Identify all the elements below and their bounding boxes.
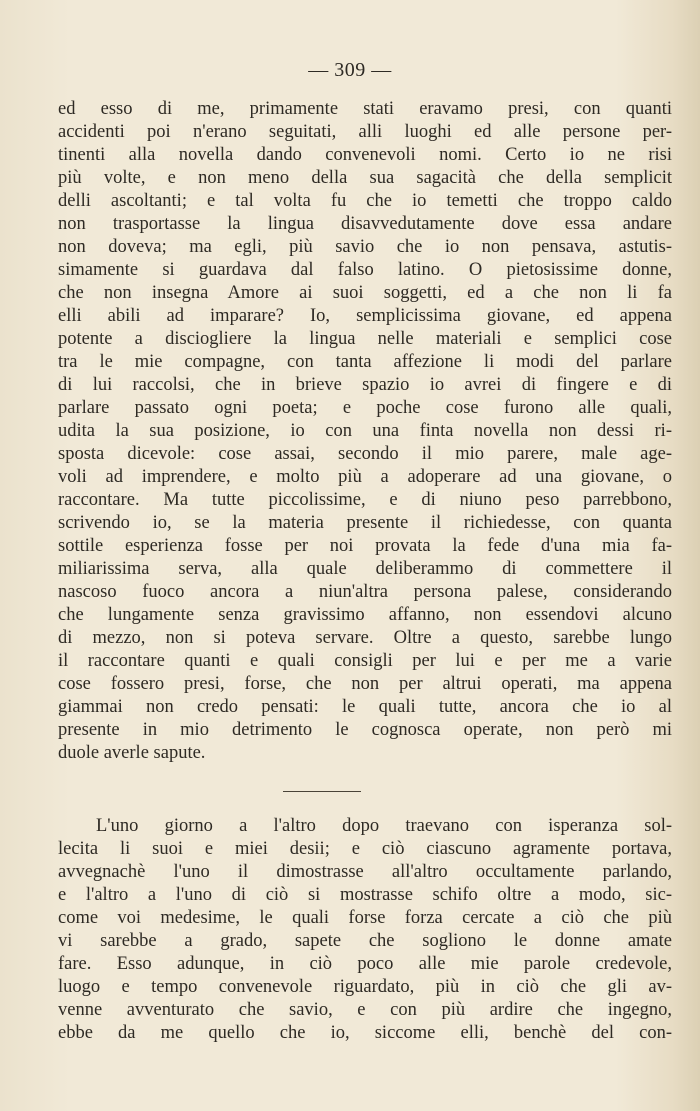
- text-line: parlare passato ogni poeta; e poche cose furono alle quali,: [58, 398, 672, 418]
- text-line: e l'altro a l'uno di ciò si mostrasse schifo oltre a modo, sic-: [58, 885, 672, 905]
- text-line: raccontare. Ma tutte piccolissime, e di niuno peso parrebbono,: [58, 490, 672, 510]
- text-line: non trasportasse la lingua disavvedutamente dove essa andare: [58, 214, 672, 234]
- text-line: tinenti alla novella dando convenevoli nomi. Certo io ne risi: [58, 145, 672, 165]
- text-line: duole averle sapute.: [58, 743, 206, 763]
- text-line: avvegnachè l'uno il dimostrasse all'altro occultamente parlando,: [58, 862, 672, 882]
- text-line: vi sarebbe a grado, sapete che sogliono le donne amate: [58, 931, 672, 951]
- text-line: miliarissima serva, alla quale deliberammo di commettere il: [58, 559, 672, 579]
- text-line: luogo e tempo convenevole riguardato, più in ciò che gli av-: [58, 977, 672, 997]
- text-line: presente in mio detrimento le cognosca operate, non però mi: [58, 720, 672, 740]
- page-number: — 309 —: [308, 59, 392, 81]
- text-line: giammai non credo pensati: le quali tutte, ancora che io al: [58, 697, 672, 717]
- text-line: che non insegna Amore ai suoi soggetti, ed a che non li fa: [58, 283, 672, 303]
- text-line: che lungamente senza gravissimo affanno, non essendovi alcuno: [58, 605, 672, 625]
- text-line: più volte, e non meno della sua sagacità che della semplicit: [58, 168, 672, 188]
- text-line: L'uno giorno a l'altro dopo traevano con isperanza sol-: [96, 816, 672, 836]
- text-line: di lui raccolsi, che in brieve spazio io avrei di fingere e di: [58, 375, 672, 395]
- section-divider: [283, 791, 361, 792]
- text-line: potente a disciogliere la lingua nelle materiali e semplici cose: [58, 329, 672, 349]
- text-line: come voi medesime, le quali forse forza cercate a ciò che più: [58, 908, 672, 928]
- text-line: ebbe da me quello che io, siccome elli, benchè del con-: [58, 1023, 672, 1043]
- text-line: tra le mie compagne, con tanta affezione li modi del parlare: [58, 352, 672, 372]
- text-line: lecita li suoi e miei desii; e ciò ciascuno agramente portava,: [58, 839, 672, 859]
- text-line: cose fossero presi, forse, che non per altrui operati, ma appena: [58, 674, 672, 694]
- text-line: venne avventurato che savio, e con più ardire che ingegno,: [58, 1000, 672, 1020]
- text-line: voli ad imprendere, e molto più a adoperare ad una giovane, o: [58, 467, 672, 487]
- text-line: scrivendo io, se la materia presente il richiedesse, con quanta: [58, 513, 672, 533]
- paragraph-2: [58, 815, 672, 1045]
- text-line: simamente si guardava dal falso latino. O pietosissime donne,: [58, 260, 672, 280]
- text-line: non doveva; ma egli, più savio che io non pensava, astutis-: [58, 237, 672, 257]
- text-line: delli ascoltanti; e tal volta fu che io temetti che troppo caldo: [58, 191, 672, 211]
- text-line: fare. Esso adunque, in ciò poco alle mie parole credevole,: [58, 954, 672, 974]
- text-line: nascoso fuoco ancora a niun'altra persona palese, considerando: [58, 582, 672, 602]
- paragraph-1: [58, 98, 672, 765]
- text-line: accidenti poi n'erano seguitati, alli luoghi ed alle persone per-: [58, 122, 672, 142]
- text-line: di mezzo, non si poteva servare. Oltre a questo, sarebbe lungo: [58, 628, 672, 648]
- text-line: ed esso di me, primamente stati eravamo presi, con quanti: [58, 99, 672, 119]
- text-line: elli abili ad imparare? Io, semplicissima giovane, ed appena: [58, 306, 672, 326]
- text-line: il raccontare quanti e quali consigli per lui e per me a varie: [58, 651, 672, 671]
- text-line: sposta dicevole: cose assai, secondo il mio parere, male age-: [58, 444, 672, 464]
- text-line: udita la sua posizione, io con una finta novella non dessi ri-: [58, 421, 672, 441]
- text-line: sottile esperienza fosse per noi provata la fede d'una mia fa-: [58, 536, 672, 556]
